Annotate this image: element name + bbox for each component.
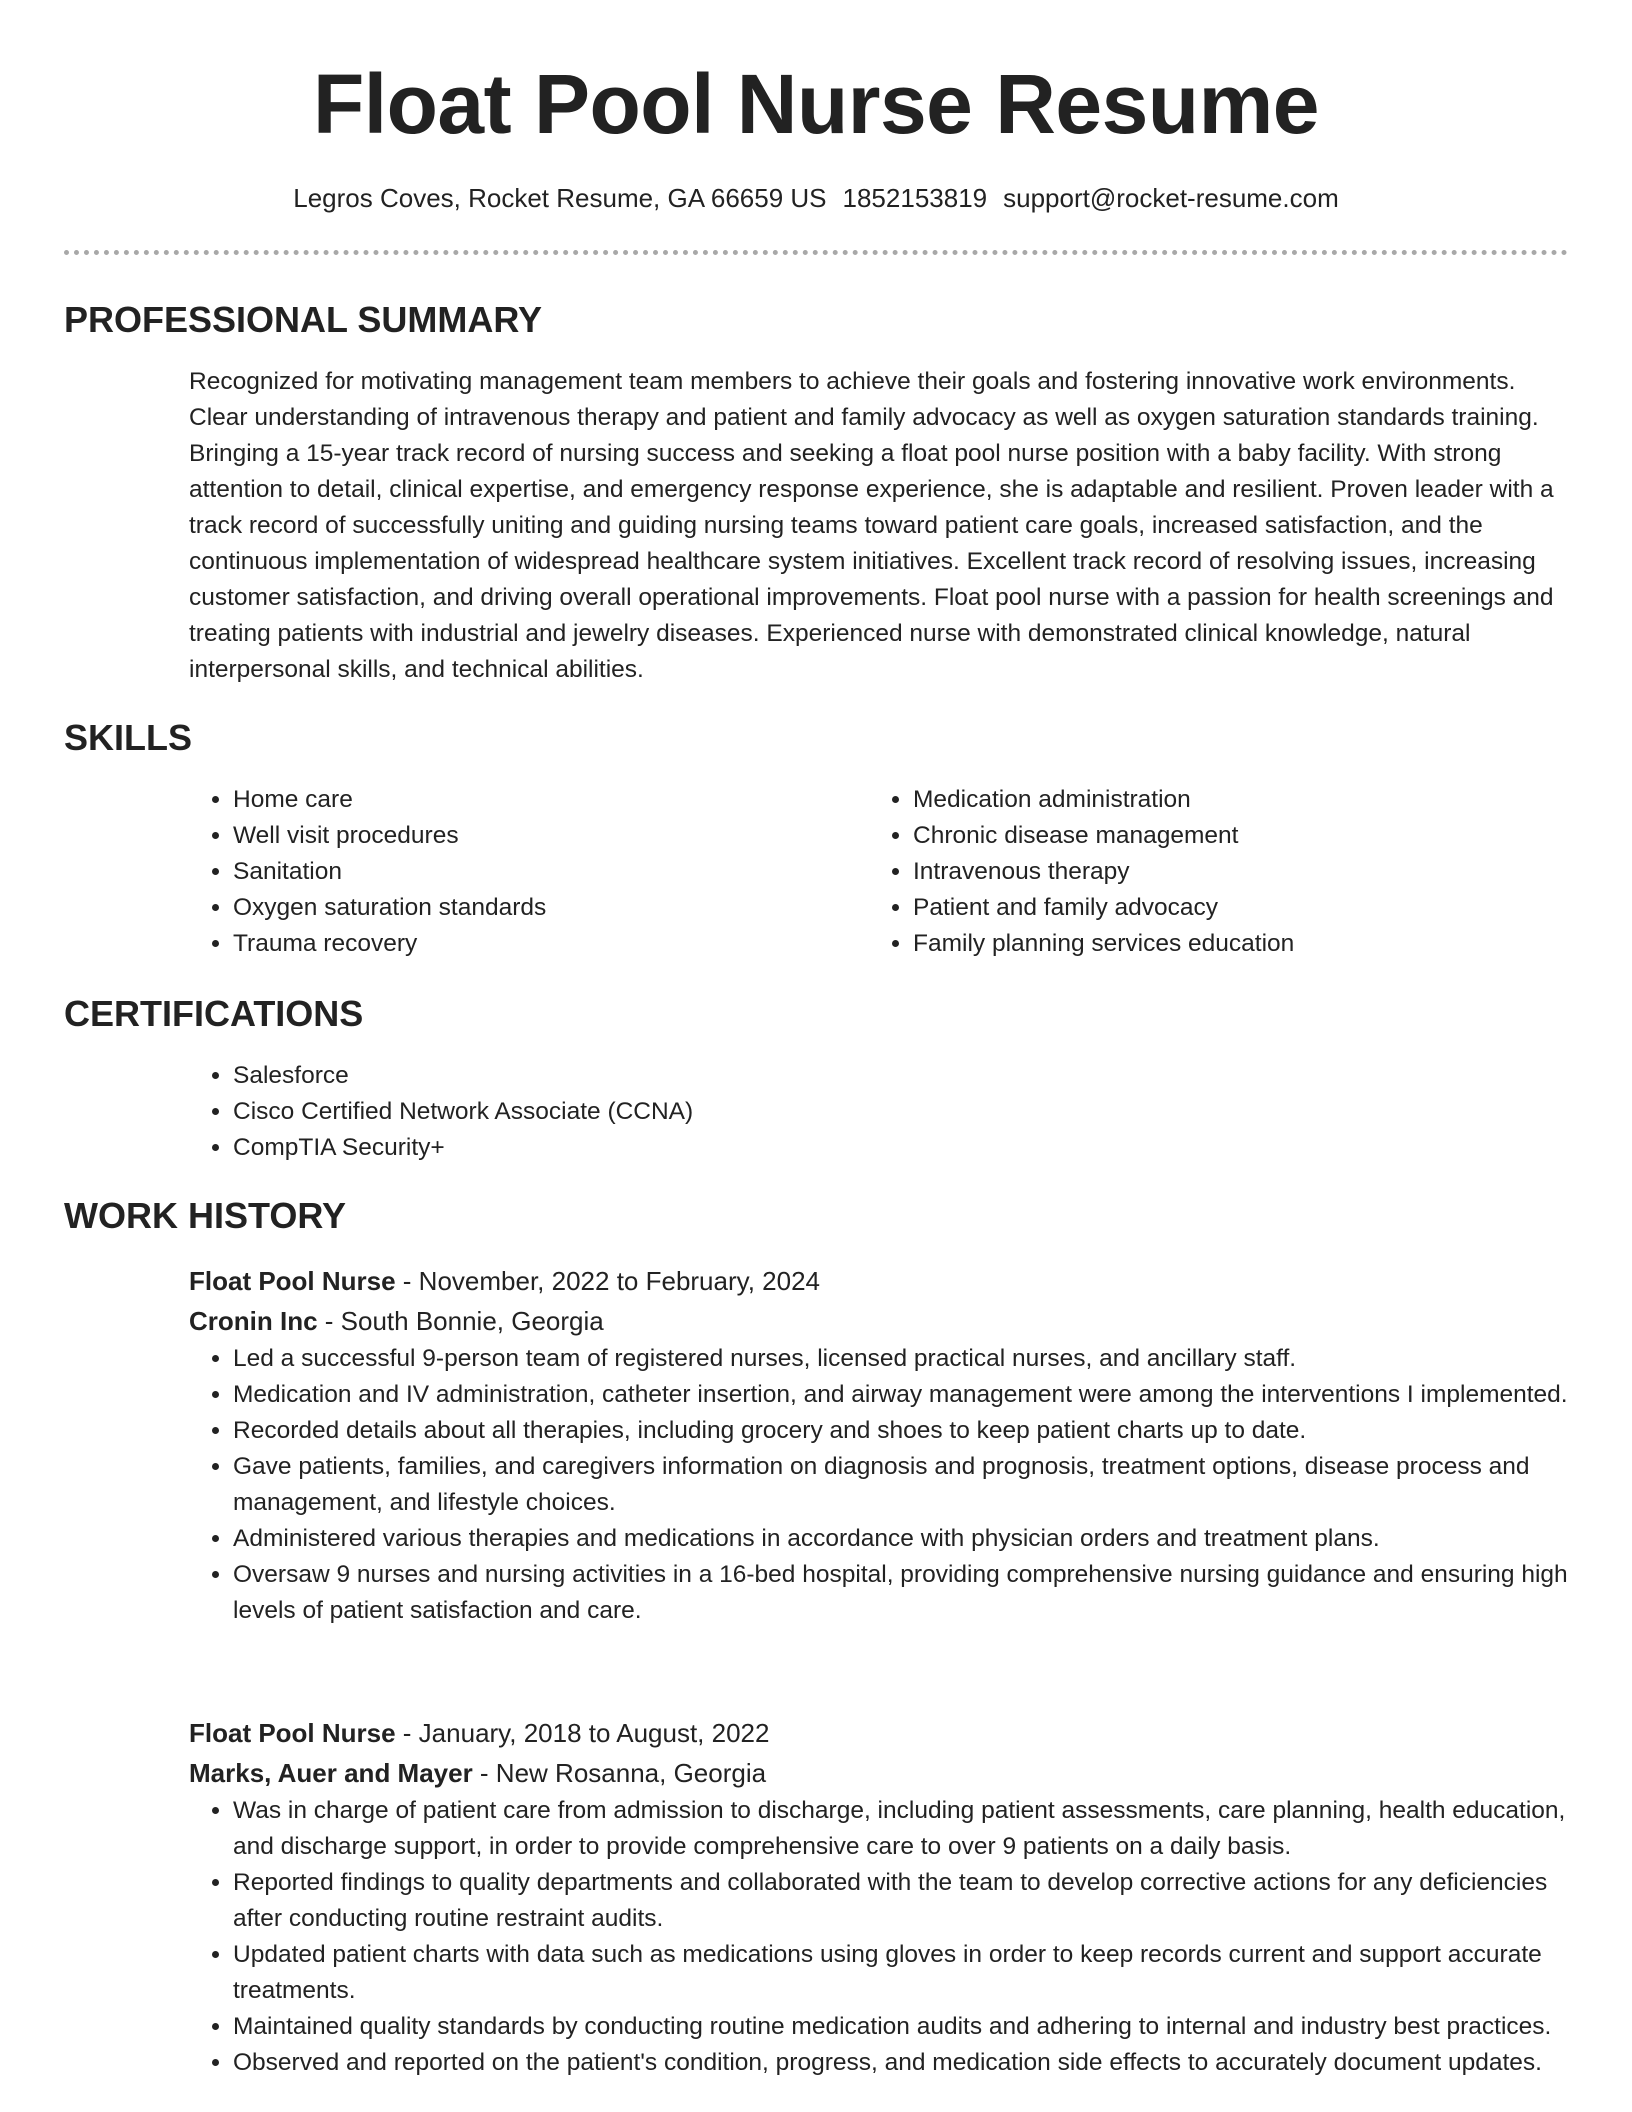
job-bullet: • Updated patient charts with data such as medications using gloves in order to keep records current and support accurate treatments.	[233, 1937, 1569, 2009]
skill-item: • Sanitation	[233, 854, 849, 890]
skill-item: • Patient and family advocacy	[913, 890, 1529, 926]
job-title-line	[189, 1713, 1569, 1753]
job-location: - New Rosanna, Georgia	[472, 1758, 767, 1788]
skill-item: • Family planning services education	[913, 926, 1529, 962]
job-bullet: • Reported findings to quality departments and collaborated with the team to develop corrective actions for any deficiencies after conducting routine restraint audits.	[233, 1865, 1569, 1937]
skill-item: • Home care	[233, 782, 849, 818]
job-title: Float Pool Nurse	[189, 1266, 396, 1296]
job-bullet: • Recorded details about all therapies, including grocery and shoes to keep patient charts up to date.	[233, 1413, 1569, 1449]
header-divider	[64, 250, 1568, 255]
skills-heading: SKILLS	[64, 717, 193, 758]
job-entry	[189, 1713, 1569, 2081]
summary-heading: PROFESSIONAL SUMMARY	[64, 299, 543, 340]
certifications-block	[189, 1058, 1089, 1166]
job-bullet: • Gave patients, families, and caregivers information on diagnosis and prognosis, treatment options, disease process and management, and lifestyle choices.	[233, 1449, 1569, 1521]
job-location: - South Bonnie, Georgia	[317, 1306, 604, 1336]
skills-list-left	[189, 782, 849, 962]
certification-item: • Cisco Certified Network Associate (CCNA)	[233, 1094, 1089, 1130]
skills-column-right	[869, 782, 1529, 962]
certification-item: • Salesforce	[233, 1058, 1089, 1094]
job-company: Marks, Auer and Mayer	[189, 1758, 473, 1788]
skill-item: • Intravenous therapy	[913, 854, 1529, 890]
skill-item: • Medication administration	[913, 782, 1529, 818]
job-company: Cronin Inc	[189, 1306, 318, 1336]
job-bullet: • Oversaw 9 nurses and nursing activities in a 16-bed hospital, providing comprehensive nursing guidance and ensuring high levels of patient satisfaction and care.	[233, 1557, 1569, 1629]
job-bullet: • Administered various therapies and medications in accordance with physician orders and treatment plans.	[233, 1521, 1569, 1557]
job-title-line	[189, 1261, 1569, 1301]
contact-line	[0, 180, 1632, 216]
certifications-list	[189, 1058, 1089, 1166]
resume-title: Float Pool Nurse Resume	[312, 57, 1320, 151]
contact-address: Legros Coves, Rocket Resume, GA 66659 US	[293, 183, 827, 213]
job-bullet-list	[189, 1341, 1569, 1629]
work-history-heading: WORK HISTORY	[64, 1195, 347, 1236]
job-bullet-list	[189, 1793, 1569, 2081]
job-dates: - November, 2022 to February, 2024	[395, 1266, 820, 1296]
summary-text: Recognized for motivating management team members to achieve their goals and fostering innovative work environments. Clear understanding of intravenous therapy and patient and family advocacy as well as oxygen saturation standards training. Bringing a 15-year track record of nursing success and seeking a float pool nurse position with a baby facility. With strong attention to detail, clinical expertise, and emergency response experience, she is adaptable and resilient. Proven leader with a track record of successfully uniting and guiding nursing teams toward patient care goals, increased satisfaction, and the continuous implementation of widespread healthcare system initiatives. Excellent track record of resolving issues, increasing customer satisfaction, and driving overall operational improvements. Float pool nurse with a passion for health screenings and treating patients with industrial and jewelry diseases. Experienced nurse with demonstrated clinical knowledge, natural interpersonal skills, and technical abilities.	[189, 368, 1554, 683]
skills-column-left	[189, 782, 849, 962]
certifications-heading: CERTIFICATIONS	[64, 993, 364, 1034]
job-dates: - January, 2018 to August, 2022	[395, 1718, 770, 1748]
certification-item: • CompTIA Security+	[233, 1130, 1089, 1166]
job-company-line	[189, 1301, 1569, 1341]
skill-item: • Chronic disease management	[913, 818, 1529, 854]
job-bullet: • Medication and IV administration, catheter insertion, and airway management were among the interventions I implemented.	[233, 1377, 1569, 1413]
job-bullet: • Observed and reported on the patient's condition, progress, and medication side effects to accurately document updates.	[233, 2045, 1569, 2081]
skill-item: • Oxygen saturation standards	[233, 890, 849, 926]
job-company-line	[189, 1753, 1569, 1793]
job-bullet: • Led a successful 9-person team of registered nurses, licensed practical nurses, and ancillary staff.	[233, 1341, 1569, 1377]
contact-email: support@rocket-resume.com	[1003, 183, 1339, 213]
contact-phone: 1852153819	[842, 183, 988, 213]
job-bullet: • Maintained quality standards by conducting routine medication audits and adhering to internal and industry best practices.	[233, 2009, 1569, 2045]
skills-list-right	[869, 782, 1529, 962]
skill-item: • Trauma recovery	[233, 926, 849, 962]
job-entry	[189, 1261, 1569, 1629]
job-bullet: • Was in charge of patient care from admission to discharge, including patient assessments, care planning, health education, and discharge support, in order to provide comprehensive care to over 9 patients on a daily basis.	[233, 1793, 1569, 1865]
skill-item: • Well visit procedures	[233, 818, 849, 854]
job-title: Float Pool Nurse	[189, 1718, 396, 1748]
